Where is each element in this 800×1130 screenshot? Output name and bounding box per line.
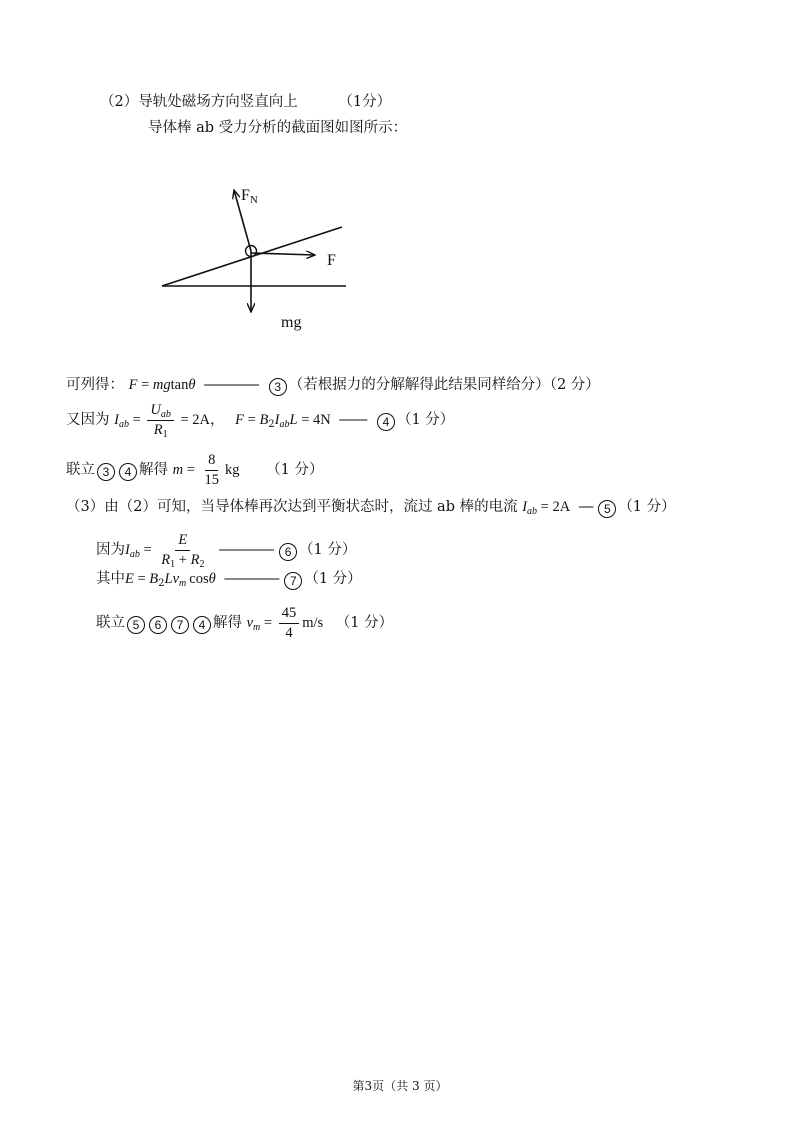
mg-label: mg: [281, 314, 302, 331]
eq4-f: F: [235, 412, 244, 429]
equation-6: [96, 532, 356, 568]
eqv-mid: 解得: [213, 615, 242, 632]
eqm-num: 8: [205, 452, 218, 471]
eq4-i2-sub: ab: [279, 419, 290, 431]
eq6-dash: ————: [219, 542, 274, 559]
eq3-eq: =: [137, 377, 153, 393]
eqm-fraction: [202, 452, 223, 488]
eqm-mid: 解得: [139, 462, 168, 479]
eqv-v-sub: m: [253, 622, 261, 634]
eq4-u-sub: ab: [160, 409, 171, 420]
eq4-fraction: [147, 402, 173, 438]
equation-7: [96, 572, 362, 590]
eq6-prefix: 因为: [96, 542, 125, 559]
eq4-l: L: [289, 412, 298, 429]
circled-number-6: 6: [279, 543, 297, 561]
eq3-mg: mg: [152, 377, 171, 393]
part3-text: （3）由（2）可知，当导体棒再次达到平衡状态时，流过 ab 棒的电流: [66, 499, 518, 515]
eq3-note: （若根据力的分解解得此结果同样给分）（2 分）: [288, 377, 600, 393]
part3-score: （1 分）: [618, 499, 676, 515]
eq3-prefix: 可列得：: [66, 377, 124, 393]
circled-number-3: 3: [269, 378, 287, 396]
eq4-val1: = 2A，: [176, 412, 225, 429]
eqm-den: 15: [204, 471, 220, 488]
eqm-score: （1 分）: [266, 462, 324, 479]
eqv-eq: =: [260, 615, 276, 632]
part3-i-sub: ab: [527, 506, 538, 517]
eq7-lv: Lv: [164, 571, 180, 587]
page-footer: 第3页（共 3 页）: [352, 1079, 448, 1093]
eq4-r-sub: 1: [162, 428, 168, 440]
eqm-circled-4: 4: [119, 463, 137, 481]
eq4-eq1: =: [128, 412, 145, 429]
part3-line1: [66, 500, 676, 518]
eq7-dash: ————: [224, 571, 279, 587]
equation-3: [66, 378, 600, 396]
eq4-i-sub: ab: [118, 419, 129, 431]
applied-force-arrow: [251, 253, 315, 255]
equation-4: [66, 402, 454, 438]
eqm-prefix: 联立: [66, 462, 95, 479]
part2-intro: 导体棒 ab 受力分析的截面图如图所示：: [148, 120, 408, 136]
eq6-r1: R: [161, 551, 171, 568]
eqv-circled-6: 6: [149, 616, 167, 634]
eqv-score: （1 分）: [335, 615, 394, 632]
force-diagram: [150, 175, 360, 340]
circled-number-7: 7: [284, 572, 302, 590]
part3-i: I: [522, 499, 528, 515]
eq7-prefix: 其中: [96, 571, 125, 587]
eqv-den: 4: [285, 624, 293, 641]
eq3-dash: ————: [204, 377, 259, 393]
eq4-dash: ——: [339, 412, 367, 429]
f-label: F: [327, 252, 336, 269]
eqv-circled-5: 5: [127, 616, 145, 634]
circled-number-4: 4: [377, 413, 395, 431]
eq3-theta: θ: [188, 377, 196, 393]
eq6-e: E: [175, 532, 190, 551]
eq4-prefix: 又因为: [66, 412, 110, 429]
part2-label: （2）导轨处磁场方向竖直向上: [100, 94, 298, 110]
eqm-circled-3: 3: [97, 463, 115, 481]
eq4-i2: I: [274, 412, 280, 429]
equation-mass: [66, 452, 323, 488]
eq4-score: （1 分）: [396, 412, 455, 429]
eq3-lhs: F: [128, 377, 138, 393]
eq7-b: B: [149, 571, 159, 587]
eq4-val2: = 4N: [297, 412, 331, 429]
eqm-eq: =: [183, 462, 199, 479]
eq4-r: R: [153, 421, 163, 438]
eq6-i-sub: ab: [129, 549, 140, 561]
eq7-score: （1 分）: [304, 571, 362, 587]
eqm-m: m: [172, 462, 184, 479]
eq7-theta: θ: [208, 571, 216, 587]
part2-score: （1分）: [338, 94, 392, 110]
fn-label: FN: [241, 187, 258, 206]
eq3-tan: tan: [170, 377, 189, 393]
eqv-prefix: 联立: [96, 615, 125, 632]
eq6-r2: R: [190, 551, 200, 568]
eq4-b: B: [259, 412, 269, 429]
eq6-eq: =: [139, 542, 156, 559]
eq4-b-sub: 2: [268, 419, 275, 431]
eq6-score: （1 分）: [299, 542, 357, 559]
part3-dash: —: [578, 499, 593, 515]
eq7-cos: cos: [189, 571, 209, 587]
part3-val: = 2A: [537, 499, 571, 515]
eq6-fraction: [158, 532, 207, 568]
eqv-circled-7: 7: [171, 616, 189, 634]
eq7-e: E: [125, 571, 134, 587]
eq4-i: I: [114, 412, 119, 429]
part2-heading: [100, 95, 391, 110]
eq7-v-sub: m: [179, 578, 187, 589]
eqv-num: 45: [279, 605, 300, 624]
eq6-i: I: [125, 542, 130, 559]
eqv-unit: m/s: [302, 615, 324, 632]
equation-velocity: [96, 605, 393, 641]
eqm-unit: kg: [225, 462, 240, 479]
eq6-r2-sub: 2: [199, 558, 205, 570]
eq6-plus: +: [175, 551, 191, 568]
eq7-eq: =: [133, 571, 150, 587]
eqv-circled-4: 4: [193, 616, 211, 634]
circled-number-5: 5: [598, 500, 616, 518]
eq6-r1-sub: 1: [170, 558, 176, 570]
eq4-eq2: =: [244, 412, 260, 429]
eqv-v: v: [246, 615, 254, 632]
eqv-fraction: [279, 605, 300, 641]
eq4-u: U: [150, 402, 161, 418]
eq7-b-sub: 2: [158, 578, 165, 589]
